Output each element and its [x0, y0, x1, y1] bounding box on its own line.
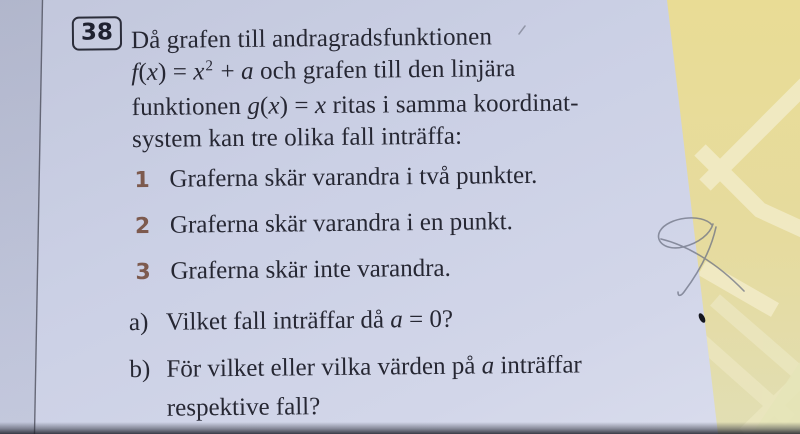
- text-segment: (: [138, 58, 147, 86]
- math-variable: x: [146, 58, 159, 86]
- question-label: a): [128, 308, 149, 337]
- math-variable: x: [268, 92, 280, 120]
- pencil-tick: [519, 26, 525, 34]
- math-variable: f: [131, 58, 139, 86]
- text-segment: = 0?: [402, 305, 454, 334]
- math-variable: a: [481, 352, 495, 380]
- text-segment: För vilket eller vilka värden på: [166, 352, 482, 383]
- case-number: 1: [134, 167, 150, 194]
- text-segment: funktionen: [131, 92, 248, 122]
- case-number: 2: [134, 213, 151, 240]
- math-variable: g: [247, 92, 261, 120]
- math-variable: x: [193, 57, 205, 85]
- text-segment: inträffar: [493, 351, 582, 380]
- text-segment: och grafen till den linjära: [253, 54, 516, 85]
- ink-dot: [697, 312, 706, 324]
- math-variable: a: [390, 306, 403, 334]
- math-variable: x: [314, 92, 327, 120]
- text-segment: respektive fall?: [166, 393, 321, 422]
- pencil-scribble: [659, 218, 744, 295]
- text-segment: (: [259, 92, 269, 120]
- text-segment: +: [214, 57, 242, 85]
- text-segment: Graferna skär varandra i en punkt.: [169, 208, 513, 239]
- math-variable: a: [240, 57, 254, 85]
- case-number: 3: [135, 259, 151, 286]
- superscript: 2: [205, 57, 214, 74]
- text-segment: ) =: [279, 92, 316, 120]
- text-segment: ) =: [157, 57, 194, 86]
- photo-bottom-shadow: [0, 422, 800, 434]
- question-label: b): [129, 355, 151, 384]
- text-segment: ritas i samma koordinat-: [326, 89, 579, 120]
- exercise-number: 38: [80, 19, 114, 46]
- text-segment: Då grafen till andragradsfunktionen: [130, 23, 493, 55]
- text-segment: system kan tre olika fall inträffa:: [131, 122, 463, 153]
- text-segment: Vilket fall inträffar då: [165, 306, 391, 336]
- text-segment: Graferna skär inte varandra.: [170, 254, 451, 285]
- text-segment: Graferna skär varandra i två punkter.: [169, 161, 538, 193]
